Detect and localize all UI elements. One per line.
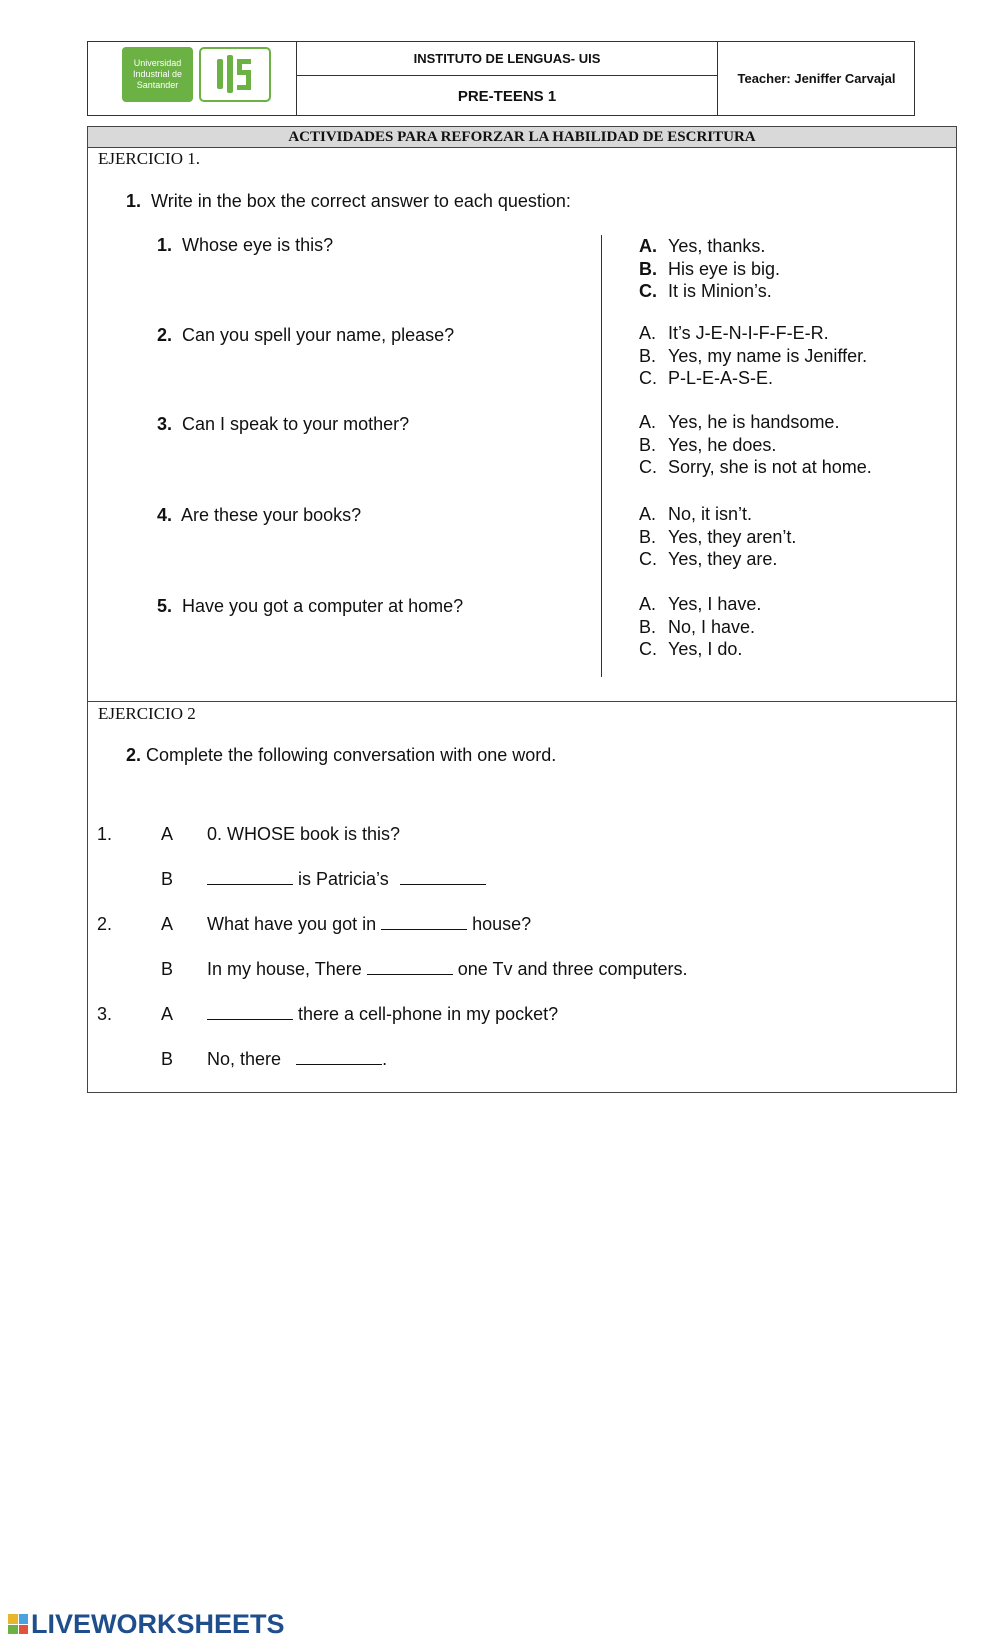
line-number: 2. xyxy=(97,914,113,934)
question-4: 4. Are these your books? xyxy=(157,505,362,525)
course-name: PRE-TEENS 1 xyxy=(457,87,557,105)
liveworksheets-logo: LIVEWORKSHEETS xyxy=(8,1611,285,1637)
speaker: B xyxy=(161,959,174,979)
question-5: 5. Have you got a computer at home? xyxy=(157,596,464,616)
answer-blank[interactable] xyxy=(381,917,467,930)
option-a: A. Yes, he is handsome. xyxy=(639,412,840,432)
question-4-options xyxy=(639,503,796,571)
answer-blank[interactable] xyxy=(207,872,293,885)
option-c: C. Sorry, she is not at home. xyxy=(639,457,872,477)
uis-icon xyxy=(201,49,269,100)
option-a: A. Yes, thanks. xyxy=(639,236,766,256)
institute-name: INSTITUTO DE LENGUAS- UIS xyxy=(297,42,717,76)
option-a: A. It’s J-E-N-I-F-F-E-R. xyxy=(639,323,829,343)
answer-blank[interactable] xyxy=(367,962,453,975)
line-number: 3. xyxy=(97,1004,113,1024)
conversation-line-2a: What have you got in house? xyxy=(207,914,532,934)
section-divider xyxy=(87,701,957,702)
speaker: B xyxy=(161,869,174,889)
conversation-line-3b: No, there . xyxy=(207,1049,388,1069)
page-title: ACTIVIDADES PARA REFORZAR LA HABILIDAD DE ESCRITURA xyxy=(87,126,957,148)
exercise-2-label: EJERCICIO 2 xyxy=(98,704,196,723)
speaker: A xyxy=(161,1004,174,1024)
exercise-2-instruction: 2. Complete the following conversation with one word. xyxy=(126,745,557,765)
column-divider xyxy=(601,235,602,677)
line-number: 1. xyxy=(97,824,113,844)
option-b: B. His eye is big. xyxy=(639,258,781,279)
speaker: A xyxy=(161,824,174,844)
option-b: B. Yes, he does. xyxy=(639,434,777,455)
option-c: C. Yes, they are. xyxy=(639,549,778,569)
answer-blank[interactable] xyxy=(400,872,486,885)
question-5-options xyxy=(639,593,761,661)
option-c: C. It is Minion’s. xyxy=(639,281,772,301)
header-middle xyxy=(297,42,718,115)
exercise-1-instruction: 1. Write in the box the correct answer to each question: xyxy=(126,191,571,211)
option-a: A. No, it isn’t. xyxy=(639,504,753,524)
conversation-line-2b: In my house, There one Tv and three computers. xyxy=(207,959,688,979)
question-1-options xyxy=(639,235,780,303)
option-c: C. Yes, I do. xyxy=(639,639,743,659)
option-b: B. No, I have. xyxy=(639,616,756,637)
liveworksheets-icon xyxy=(8,1614,28,1634)
question-1: 1. Whose eye is this? xyxy=(157,235,334,255)
university-logo: Universidad Industrial de Santander xyxy=(122,47,193,102)
conversation-line-3a: there a cell-phone in my pocket? xyxy=(207,1004,558,1025)
conversation-line-1a: 0. WHOSE book is this? xyxy=(207,824,401,844)
question-3-options xyxy=(639,411,872,479)
option-a: A. Yes, I have. xyxy=(639,594,762,614)
option-c: C. P-L-E-A-S-E. xyxy=(639,368,774,388)
exercise-1-label: EJERCICIO 1. xyxy=(98,149,200,168)
logo-cell xyxy=(88,42,297,115)
answer-blank[interactable] xyxy=(207,1007,293,1020)
header-table xyxy=(87,41,915,116)
speaker: B xyxy=(161,1049,174,1069)
uis-logo-mark xyxy=(199,47,271,102)
option-b: B. Yes, they aren’t. xyxy=(639,526,797,547)
question-2: 2. Can you spell your name, please? xyxy=(157,325,455,345)
answer-blank[interactable] xyxy=(296,1052,382,1065)
question-2-options xyxy=(639,322,867,390)
conversation-line-1b: is Patricia’s xyxy=(207,869,486,890)
option-b: B. Yes, my name is Jeniffer. xyxy=(639,345,868,366)
teacher-name: Teacher: Jeniffer Carvajal xyxy=(737,71,896,86)
speaker: A xyxy=(161,914,174,934)
question-3: 3. Can I speak to your mother? xyxy=(157,414,410,434)
